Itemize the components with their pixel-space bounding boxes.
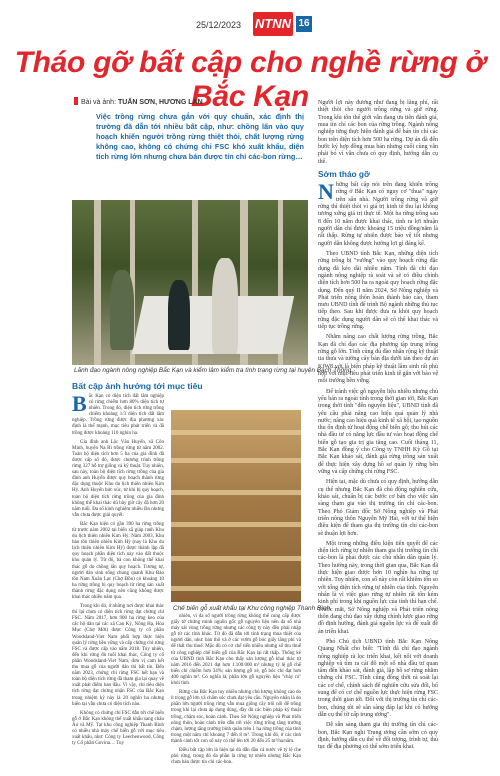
- paragraph: Hiện tại, mặc dù chưa có quy định, hướng dẫn cụ thể nhưng Bắc Kạn đã chủ động nghiên cứu, khảo sát, chuẩn bị các bước cơ bản cho việc sẵn sàng tham gia vào thị trường tín chỉ các-bon. Theo Phó Giám đốc Sở Nông nghiệp và Phát triển nông thôn Nguyễn Mỹ Hải, với tư thế hiện điều kiện để tham gia thị trường tín chỉ các-bon sẽ thuận lợi hơn.: [318, 479, 438, 537]
- wood-plank: [171, 586, 301, 591]
- wood-plank: [171, 556, 301, 561]
- page-number: 16: [296, 16, 312, 32]
- paragraph: Rừng của Bắc Kạn tuy nhiều nhưng chủ lượng không cao do ít trọng gỗ lớn và chăm sóc chưa đạt yêu cầu. Nguyên nhân là do phần lớn người trồng rừng vẫn mua giống cây trôi nổi để trồng trong khi lại chưa áp dụng đúng, đầy đủ các biện pháp kỹ thuật trồng, chăm sóc, hoàn cảnh. Theo Sở Nông nghiệp và Phát triển nông thôn, hoàn cảnh trên dẫn tới việc rừng trồng tăng trưởng chậm, lượng tăng trưởng bình quân trên 1 ha rừng trồng của tỉnh trong một năm chỉ khoảng 7 đến 8 m³. Trong khi đó, ở các tỉnh thành cảnh tốt con số này có thể lên tới 20 đến 25 m³/ha/năm.: [171, 690, 301, 744]
- paragraph: Gia đình anh Lộc Văn Huyến, xã Côn Minh, huyện Na Rì trồng rừng từ năm 2002. Toàn bộ diện tích hơn 5 ha của gia đình đã được cấp sổ đỏ, được chương trình trồng rừng 327 hỗ trợ giống và kỹ thuật. Tuy nhiên, sau này, toàn bộ diện tích rừng trồng của gia đình anh Huyến được quy hoạch thành rừng đặc dụng thuộc Khu du lịch thiên nhiên Kim Hỷ. Anh Huyến bức xúc, từ khi bị quy hoạch, toàn bộ diện tích rừng trồng của gia đình không thể khai thác dù bây giờ cây đã hơn 20 năm tuổi. Đa số kinh nghiệm nhiều lần nhưng vẫn chưa được giải quyết.: [72, 439, 164, 518]
- byline-authors: TUẤN SƠN, HƯƠNG LAN: [117, 99, 203, 106]
- paragraph: Nhằm nâng cao chất lượng rừng trồng, Bắc Kạn đã chỉ đạo các địa phương tập trung trồng rừng gỗ lớn. Tính cùng đủ đào nhân rộng kỹ thuật tia thưa và tưởng cây bản địa dưới tán theo dự án KfW8 với là biện pháp kỹ thuật lâm sinh rất phù hợp với mục tiêu phát triển kinh tế gắn với bảo vệ môi trường bền vững.: [318, 334, 438, 385]
- sapo: Việc trồng rừng chưa gắn với quy chuẩn, xác định thị trường đã dẫn tới nhiều bất cập, như: chồng lấn vào quy hoạch khiến người trồng rừng thiệt thòi, chất lượng rừng không cao, không có chứng chỉ FSC khó xuất khẩu, diện tích rừng lớn nhưng chưa bán được tín chỉ các-bon rừng…: [96, 112, 304, 161]
- wood-plank: [171, 430, 301, 435]
- byline: [74, 97, 203, 106]
- paragraph: Để tránh việc gỗ nguyên liệu nhiều nhưng chủ yếu bán ra ngoài tỉnh trong thời gian tới, Bắc Kạn trong thời tỉnh "đến nguyên liệu", UBND tỉnh đã yêu cầu phải nâng cao hiệu quả quản lý nhà nước; nâng cao hiệu quả kinh tế xã hội, tạo nguồn thu ổn định từ hoạt động chế biến gỗ; thu hút các nhà đầu tư có năng lực đầu tư vào hoạt động chế biến gỗ tạo gia trị gia tăng cao. Cuối tháng 11, Bắc Kạn đồng ý cho Công ty TNHH Kỳ Gỗ tại Bắc Kạn khảo sát, đánh giá rừng trồng sản xuất để thực hiện xây dựng hồ sơ quản lý rừng bền vững và cấp chứng chỉ rừng FSC.: [318, 388, 438, 475]
- paragraph: Dễ sẵn sàng tham gia thị trường tín chỉ các-bon, Bắc Kạn nghi Trung ương cần sớm có quy định, hướng dẫn cụ thể về đối tượng, trình tự, thủ tục để địa phương có thể sớm triển khai.: [318, 722, 438, 751]
- tree-trunk: [94, 200, 101, 365]
- paragraph: hững bất cập nói trên đang khiến trồng rừng ở Bắc Kạn có nguy cơ "thua" ngay trên sân nhà. Người trồng rừng và giữ rừng thì thiệt thòi vì giá trị kinh tế thu lại không tương xứng giá trị thực tế. Một ha rừng trồng sau 8 đến 10 năm được khai thác, tính ra lợi nhuận người dân chỉ được khoảng 15 triệu đồng/năm là rất thấp. Rừng tự nhiên được bảo vệ tốt nhưng người dân không được hưởng lợi gì đáng kể.: [318, 182, 438, 247]
- newspaper-logo: NTNN: [253, 12, 293, 36]
- paragraph: nhiên, vì đa số người trồng rừng không thể cung cấp được giấy tờ chứng minh nguồn gốc gỗ nguyên liệu nên đa số nhà máy sát vùng trồng rừng nhưng các công ty này đều phải nhập gỗ từ các tỉnh khác. Từ đó đã dẫn tới tình trạng thua thiệt của người dân, như: bán thô và ở các vườn gỗ bóc giấy lăng phí và để thất thu thuế. Mặc dù có cơ chế tiến nhiều nhưng số thu thuế từ công nghiệp chế biến gỗ của Bắc Kạn lại rất thấp. Thống kê của UBND tỉnh Bắc Kạn cho thấy sản lượng gỗ khai thác từ năm 2016 đến 2021 đạt hơn 1.100.000 m³ nhưng tỷ lệ gỗ chế biến chỉ chiếm hơn 34%; sản lượng gỗ xẻ, gỗ bóc chỉ đạt hơn 400 nghìn m³. Có nghĩa là, phần lớn gỗ nguyên liệu "chảy ra" khỏi tỉnh.: [171, 614, 301, 687]
- photo1-caption: Lãnh đạo ngành nông nghiệp Bắc Kạn và kiểm lâm kiểm tra tình trạng rừng tại huyện Bạch Thông.: [74, 367, 354, 374]
- paragraph: Bắc Kạn hiện có gần 390 ha rừng trồng từ trước năm 2002 tại biến xã giáp ranh Khu du lịch thiên nhiên Kim Hỷ. Năm 2003, Khu bảo tồn thiên nhiên Kim Hỷ (nay là Khu du lịch thiên nhiên Kim Hỷ) được thành lập đã quy hoạch phần diện tích này vào đất thuộc khu quản lý. Từ đó, bà con không thể khai thác gỗ do chồng lấn quy hoạch. Tương tự, người dân sinh sống chung quanh Khu Bảo tồn Nam Xuân Lạc (Chợ Đồn) có khoảng 10 ha rừng trồng bị quy hoạch từ rừng sản xuất thành rừng đặc dụng nên cũng không được khai thác nhiều năm qua.: [72, 521, 164, 600]
- headline: Tháo gỡ bất cập cho nghề rừng ở Bắc Kạn: [14, 46, 486, 113]
- byline-marker-icon: [74, 97, 78, 105]
- paragraph: Phó Chủ tịch UBND tỉnh Bắc Kạn Nông Quang Nhất cho biết: "Tỉnh đã chỉ đạo ngành nông nghiệp rà lọc triển khai, kết nối với doanh nghiệp và tìm ra cái đô một số nhà đầu tư quan tâm đến khảo sát, đánh giá, lập hồ sơ rừng nhằm chứng chỉ FSC. Tính cũng đồng thời rà soát lại các cơ chế, chính sách để nghiên cứu sửa đổi, bổ sung để có cơ chế nguồn lực thực hiện rừng FSC trong thời gian tới. Đối với thị trường tín chỉ các-bon, chúng tôi sẽ sẵn sàng đáp lại khi có hướng dẫn cụ thể từ cấp trung ương".: [318, 638, 438, 718]
- person-figure: [212, 258, 238, 354]
- article-column-2: [171, 614, 301, 769]
- paragraph: Theo UBND tỉnh Bắc Kạn, những diện tích rừng trồng bị "vướng" vào quy hoạch rừng đặc dụng đã kéo dài nhiều năm. Tỉnh đã chỉ đạo ngành nông nghiệp rà soát và sẽ có điều chỉnh diện tích hơn 500 ha ra ngoài quy hoạch rừng đặc dụng. Đến quý II năm 2024, Sở Nông nghiệp và Phát triển nông thôn hoàn thành báo cáo, tham mưu UBND tỉnh để trình Bộ ngành những thủ tục tiếp theo. Sau khi được đưa ra khỏi quy hoạch rừng đặc dụng người dân sẽ có thể khai thác và tiếp tục trồng rừng.: [318, 250, 438, 331]
- page-header: [0, 0, 500, 40]
- dropcap: N: [318, 179, 334, 205]
- section-title-barriers: Bất cập ảnh hưởng tới mục tiêu: [72, 381, 203, 391]
- paragraph: Người lợi này đương như đang bị lãng phí, rất thiệt thòi cho người trồng rừng và giữ rừng. Trong khi tôn thể giới vẫn đang ưu tiên đánh giá, mua tín chỉ các bon của rừng trồng. Ngành nông nghiệp từng thực hiện đánh giá để bán tín chỉ các bon trên diện tích hơn 500 ha rừng. Dự án đã đến bước ký hợp đồng mua bán nhưng cuối cùng vẫn phải bỏ vì vẫn chưa có quy định, hướng dẫn cụ thể.: [318, 100, 438, 165]
- photo-forest-inspection: [72, 200, 308, 365]
- byline-label: Bài và ảnh:: [81, 99, 117, 106]
- dropcap: B: [72, 391, 87, 416]
- article-column-3: [318, 100, 438, 755]
- section-title-resolve: Sớm tháo gỡ: [318, 168, 370, 179]
- photo2-caption: Chế biến gỗ xuất khẩu tại Khu công nghiệp Thanh Bình.: [173, 605, 332, 612]
- paragraph: Điều bất cập lớn là hiện tại dù dẫn đầu cả nước về tỷ lệ che phủ rừng, trong đó đa phần là rừng tự nhiên nhưng Bắc Kạn chưa bán được tín chỉ các-bon.: [171, 747, 301, 766]
- paragraph: Một trong những điều kiện tiên quyết để các diện tích rừng tự nhiên tham gia thị trường tín chỉ các-bon là phải được các chủ nhân dân quản lý. Theo hướng này, trong thời gian qua, Bắc Kạn đã thực hiện giao được hơn 10 nghìn ha rừng tự nhiên. Tuy nhiên, con số này còn rất khiêm tốn so với tổng diện tích rừng tự nhiên của tỉnh. Nguyên nhân là vì việc giao rừng tự nhiên rất tốn kém kinh phí trong khi nguồn lực của tỉnh thì hạn chế. Trước mắt, Sở Nông nghiệp và Phát triển nông thôn đang chủ đạo xây dựng chính lược giao rừng đồ định hướng, đánh giá nguồn lực và để xuất đề án triển khai.: [318, 540, 438, 635]
- person-figure: [110, 270, 134, 350]
- wood-plank: [171, 458, 301, 463]
- person-figure: [168, 280, 190, 350]
- paragraph: Trong khi đó, ở những nơi được khai thác thì lại chưa có diện tích rừng đạt chứng chỉ FSC. Năm 2017, hơn 900 ha rừng keo của các hộ dân tại các xã Cao Kỳ, Nông Hạ, Hòa Mục (Chợ Mới) được Công ty cổ phần Woodsland-Viet Nam phối hợp thực hiện quản lý rừng bền vững và cấp chứng chỉ rừng FSC và được cấp vào năm 2018. Tuy nhiên, đến khi rừng đủ tuổi khai thác, Công ty cổ phần Woodsland-Viet Nam, đơn vị cam kết thu mua gỗ của người dân thì bất tín. Đến năm 2023, chứng chỉ rừng FSC hết hạn và toàn bộ diện tích rừng đã tham gia lại quay về xuất phát điểm ban đầu. Vì vậy, chỉ tiêu diện tích rừng đạt chứng nhận FSC của Bắc Kạn trong nhiệm kỳ này là 20 nghìn ha nhưng hiện tại vẫn chưa có diện tích nào.: [72, 604, 164, 707]
- article-column-1: [72, 391, 164, 750]
- photo-wood-processing: [171, 410, 301, 602]
- wood-plank: [171, 490, 301, 495]
- paragraph: Không có chứng chỉ FSC dẫn tới chế biến gỗ ở Bắc Kạn không thể xuất khẩu sang châu Âu và Mỹ. Tại khu công nghiệp Thanh Bình có nhiều nhà máy chế biến gỗ với mục tiêu xuất khẩu, như: Công ty Leechenwood, Công ty Cổ phần Govina… Tuy: [72, 710, 164, 747]
- issue-date: 25/12/2023: [196, 20, 242, 30]
- wood-plank: [171, 522, 301, 527]
- paragraph: ắc Kạn có diện tích đất lâm nghiệp có rừng chiếm hơn 80% diện tích tự nhiên. Trong đó, diện tích rừng trồng chiếm khoảng 1/3 diện tích đất lâm nghiệp. Trồng rừng được địa phương xác định là thế mạnh, mục tiêu phát triển và đã trồng được khoảng 110 nghìn ha.: [72, 394, 164, 436]
